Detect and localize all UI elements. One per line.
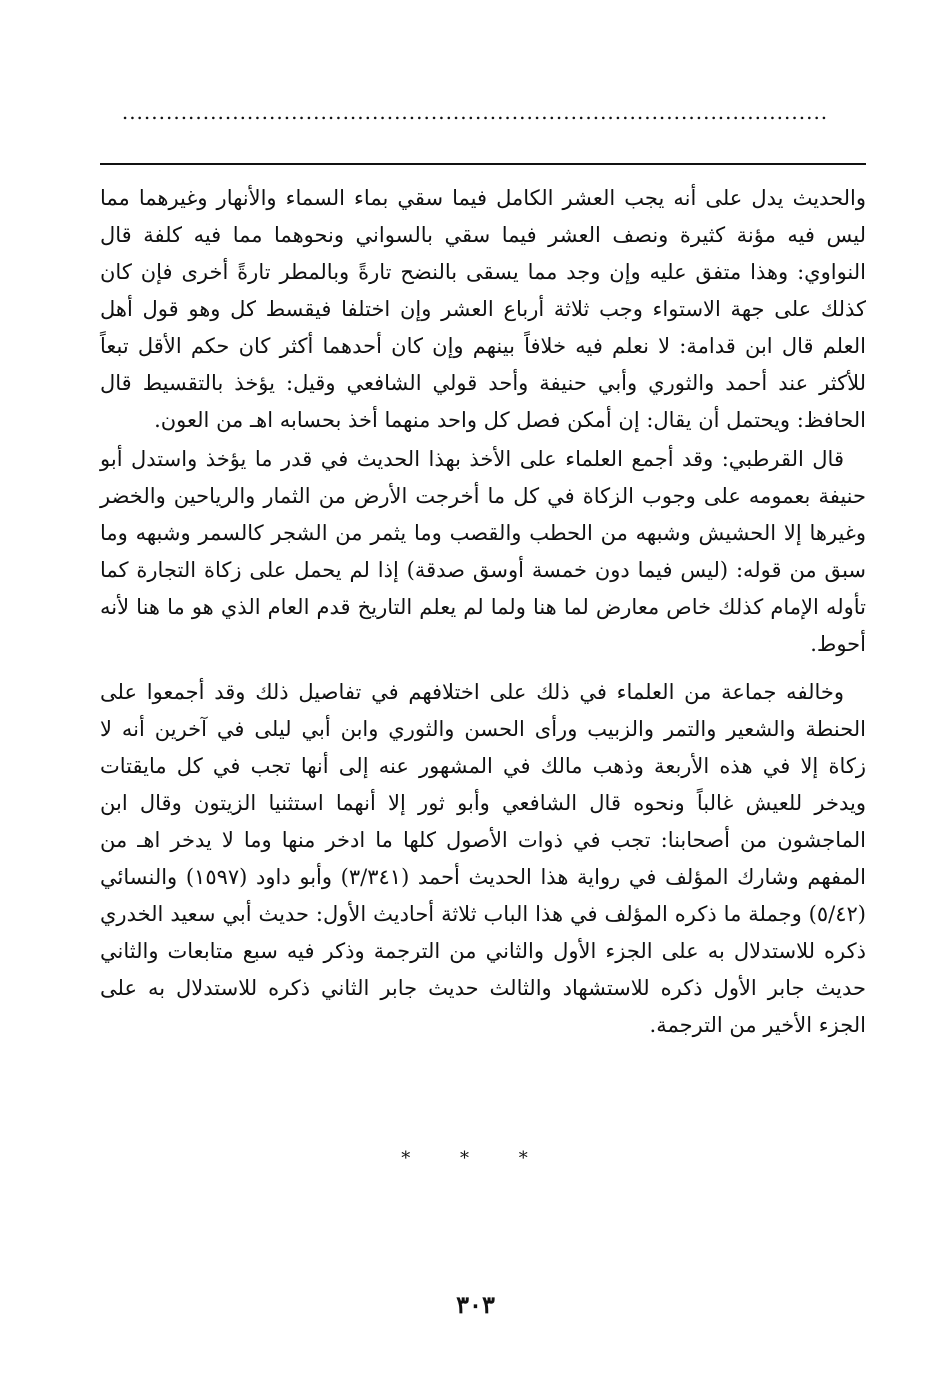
paragraph-qurtubi: قال القرطبي: وقد أجمع العلماء على الأخذ بهذا الحديث في قدر ما يؤخذ واستدل أبو حنيفة بعمومه على وجوب الزكاة في كل ما أخرجت الأرض من الثمار والرياحين والخضر وغيرها إلا الحشيش وشبهه من الحطب والقصب وما يثمر من الشجر كالسمر وشبهه وما سبق من قوله: (ليس فيما دون خمسة أوسق صدقة) إذا لم يحمل على زكاة التجارة كما تأوله الإمام كذلك خاص معارض لما هنا ولما لم يعلم التاريخ قدم العام الذي هو ما هنا لأنه أحوط. [100,447,866,656]
header-dotted-line: ................................................................................................ [121,102,829,122]
paragraph-hadith-commentary: والحديث يدل على أنه يجب العشر الكامل فيما سقي بماء السماء والأنهار وغيرهما مما ليس فيه مؤنة كثيرة ونصف العشر فيما سقي بالسواني ونحوهما مما فيه كلفة قال النواوي: وهذا متفق عليه وإن وجد مما يسقى بالنضح تارةً وبالمطر تارةً أخرى فإن كان كذلك على جهة الاستواء وجب ثلاثة أرباع العشر وإن اختلفا فيقسط كل وهو قول أهل العلم قال ابن قدامة: لا نعلم فيه خلافاً بينهم وإن كان أحدهما أكثر كان حكم الأقل تبعاً للأكثر عند أحمد والثوري وأبي حنيفة وأحد قولي الشافعي وقيل: يؤخذ بالتقسيط قال الحافظ: ويحتمل أن يقال: إن أمكن فصل كل واحد منهما أخذ بحسابه اهـ من العون. [100,186,866,432]
body-text [100,180,866,1044]
header-rule [100,163,866,165]
page-number: ٣٠٣ [456,1290,495,1319]
paragraph-scholars-disagreement: وخالفه جماعة من العلماء في ذلك على اختلافهم في تفاصيل ذلك وقد أجمعوا على الحنطة والشعير والتمر والزبيب ورأى الحسن والثوري وابن أبي ليلى في آخرين أنه لا زكاة إلا في هذه الأربعة وذهب مالك في المشهور عنه إلى أنها تجب في كل مايقتات ويدخر للعيش غالباً ونحوه قال الشافعي وأبو ثور إلا أنهما استثنيا الزيتون وقال ابن الماجشون من أصحابنا: تجب في ذوات الأصول كلها ما ادخر منها وما لا يدخر اهـ من المفهم وشارك المؤلف في رواية هذا الحديث أحمد (٣/٣٤١) وأبو داود (١٥٩٧) والنسائي (٥/٤٢) وجملة ما ذكره المؤلف في هذا الباب ثلاثة أحاديث الأول: حديث أبي سعيد الخدري ذكره للاستدلال به على الجزء الأول والثاني من الترجمة وذكر فيه سبع متابعات والثاني حديث جابر الأول ذكره للاستشهاد والثالث حديث جابر الثاني ذكره للاستدلال به على الجزء الأخير من الترجمة. [100,680,866,1037]
section-ornament: * * * [401,1148,550,1169]
